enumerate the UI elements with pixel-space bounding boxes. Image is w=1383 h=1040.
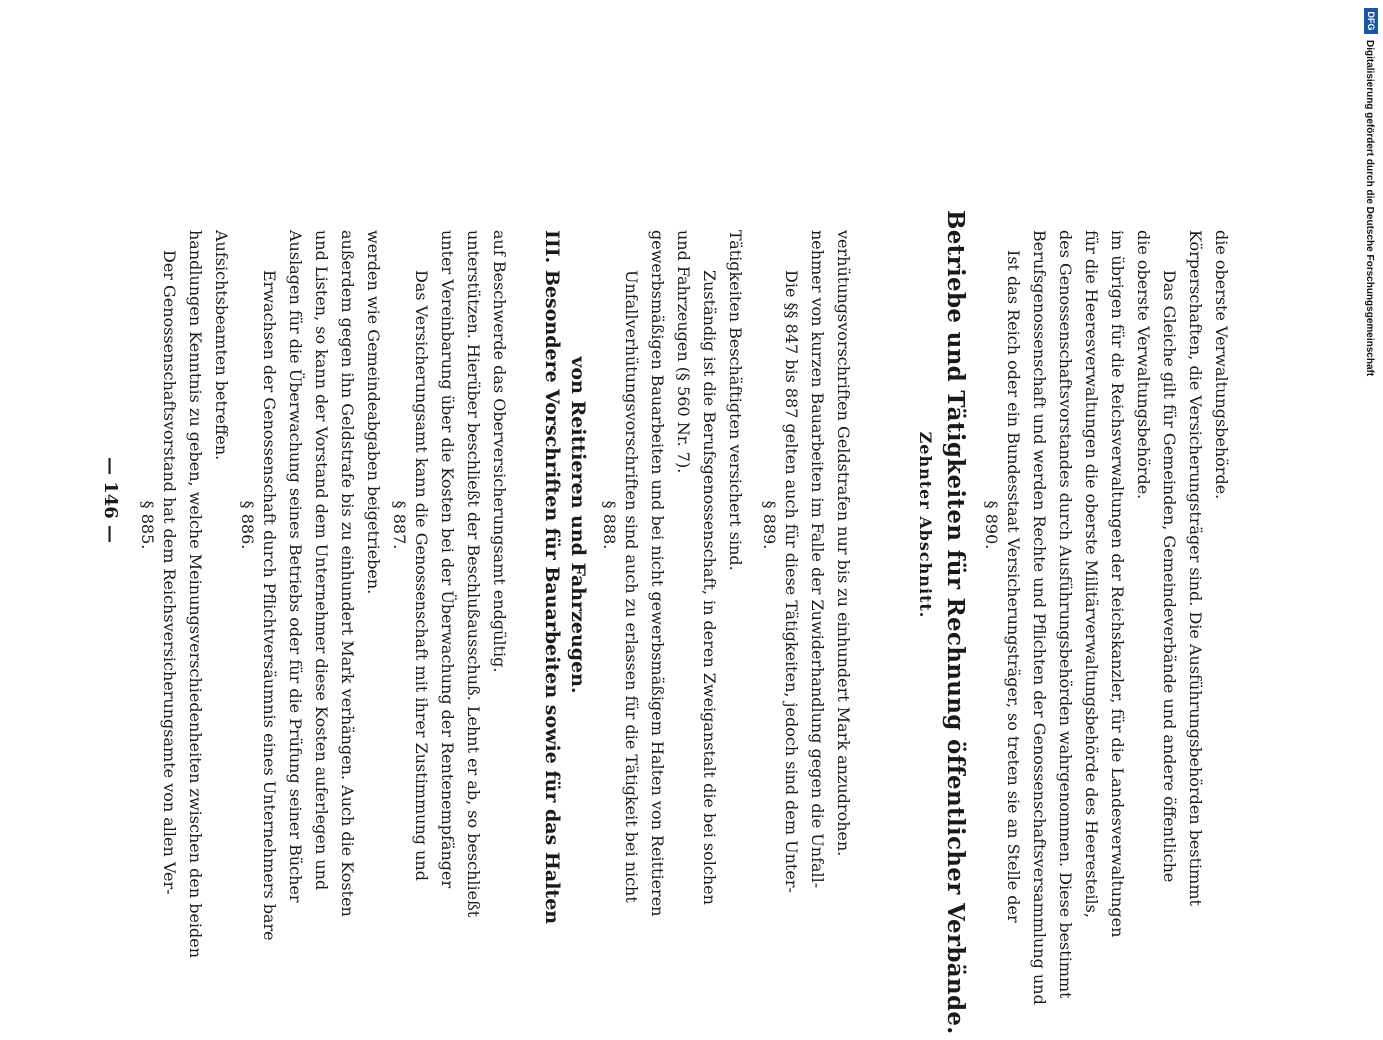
heading-iii-line1: III. Besondere Vorschriften für Bauarbeiten sowie für das Halten	[541, 230, 563, 925]
section-886-line: und Listen, so kann der Vorstand dem Unternehmer diese Kosten auferlegen und	[312, 230, 331, 891]
section-885-line: Aufsichtsbeamten betreffen.	[212, 230, 231, 461]
section-887-line: Das Versicherungsamt kann die Genossenschaft mit ihrer Zustimmung und	[412, 270, 431, 881]
section-888-line: Tätigkeiten Beschäftigten versichert sind.	[726, 230, 745, 571]
section-890-line: Berufsgenossenschaft und werden Rechte und Pflichten der Genossenschaftsversammlung und	[1030, 230, 1049, 1005]
page-number: — 146 —	[100, 456, 121, 544]
section-label: Zehnter Abschnitt.	[916, 431, 935, 619]
section-890-line: des Genossenschaftsvorstandes durch Ausführungsbehörden wahrgenommen. Diese bestimmt	[1056, 230, 1075, 999]
section-885-mark: § 885.	[138, 500, 157, 550]
section-890-mark: § 890.	[982, 500, 1001, 550]
section-889-line: nehmer von kurzen Bauarbeiten im Falle der Zuwiderhandlung gegen die Unfall-	[808, 230, 827, 889]
section-889-line: verhütungsvorschriften Geldstrafen nur bis zu einhundert Mark anzudrohen.	[834, 230, 853, 857]
section-890-line: für die Heeresverwaltungen die oberste Militärverwaltungsbehörde des Heeresteils,	[1082, 230, 1101, 918]
section-890-line: Das Gleiche gilt für Gemeinden, Gemeindeverbände und andere öffentliche	[1160, 270, 1179, 883]
dfg-logo: DFG	[1364, 8, 1378, 34]
section-890-line: die oberste Verwaltungsbehörde.	[1134, 230, 1153, 500]
section-887-line: unterstützen. Hierüber beschließt der Beschlußausschuß. Lehnt er ab, so beschließt	[464, 230, 483, 918]
section-887-line: auf Beschwerde das Oberversicherungsamt endgültig.	[490, 230, 509, 673]
section-890-line: im übrigen für die Reichsverwaltungen der Reichskanzler, für die Landesverwaltungen	[1108, 230, 1127, 938]
heading-iii-line2: von Reittieren und Fahrzeugen.	[567, 356, 589, 694]
section-889-line: Die §§ 847 bis 887 gelten auch für diese Tätigkeiten, jedoch sind dem Unter-	[782, 270, 801, 893]
section-890-line: die oberste Verwaltungsbehörde.	[1212, 230, 1231, 500]
section-887-line: unter Vereinbarung über die Kosten bei der Überwachung der Rentenempfänger	[438, 230, 457, 889]
section-888-mark: § 888.	[600, 500, 619, 550]
section-888-line: gewerbsmäßigen Bauarbeiten und bei nicht gewerbsmäßigem Halten von Reittieren	[648, 230, 667, 917]
section-886-line: werden wie Gemeindeabgaben beigetrieben.	[364, 230, 383, 595]
section-890-line: Körperschaften, die Versicherungsträger sind. Die Ausführungsbehörden bestimmt	[1186, 230, 1205, 906]
section-888-line: Zuständig ist die Berufsgenossenschaft, in deren Zweiganstalt die bei solchen	[700, 270, 719, 905]
section-888-line: und Fahrzeugen (§ 560 Nr. 7).	[674, 230, 693, 474]
section-888-line: Unfallverhütungsvorschriften sind auch zu erlassen für die Tätigkeit bei nicht	[622, 270, 641, 903]
dfg-credit	[1353, 0, 1383, 1000]
dfg-credit-text: Digitalisierung gefördert durch die Deutsche Forschungsgemeinschaft	[1364, 40, 1375, 377]
section-885-line: Der Genossenschaftsvorstand hat dem Reichsversicherungsamte von allen Ver-	[160, 250, 179, 895]
section-886-line: außerdem gegen ihn Geldstrafe bis zu einhundert Mark verhängen. Auch die Kosten	[338, 230, 357, 917]
section-885-line: handlungen Kenntnis zu geben, welche Meinungsverschiedenheiten zwischen den beiden	[186, 230, 205, 959]
section-889-mark: § 889.	[760, 500, 779, 550]
section-887-mark: § 887.	[390, 500, 409, 550]
section-886-line: Erwachsen der Genossenschaft durch Pflichtversäumnis eines Unternehmers bare	[260, 270, 279, 941]
section-886-mark: § 886.	[238, 500, 257, 550]
section-890-line: Ist das Reich oder ein Bundesstaat Versicherungsträger, so treten sie an Stelle der	[1004, 250, 1023, 923]
main-heading: Betriebe und Tätigkeiten für Rechnung öffentlicher Verbände.	[942, 210, 969, 1035]
section-886-line: Auslagen für die Überwachung seines Betriebs oder für die Prüfung seiner Bücher	[286, 230, 305, 903]
